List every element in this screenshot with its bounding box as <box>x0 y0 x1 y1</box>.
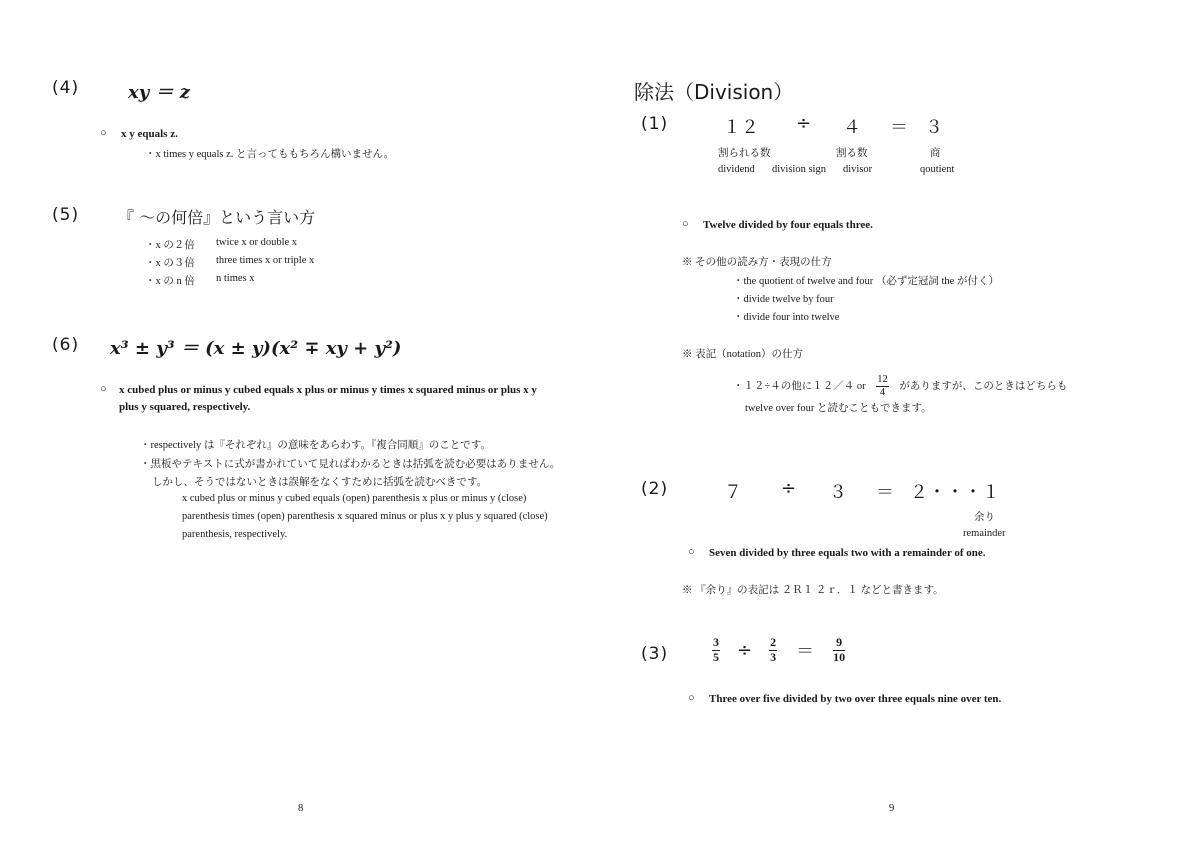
fraction-numerator: 9 <box>833 636 845 651</box>
section-4-formula: xy ＝ z <box>128 82 190 103</box>
remainder-notation-note: ※ 『余り』の表記は ２Ｒ１ ２ｒ．１ などと書きます。 <box>682 585 944 596</box>
other-readings-title: ※ その他の読み方・表現の仕方 <box>682 257 832 268</box>
divisor-jp-label: 割る数 <box>836 148 868 159</box>
division-sign: ÷ <box>781 478 797 499</box>
section-6-note-2: ・黒板やテキストに式が書かれていて見ればわかるときは括弧を読む必要はありません。 <box>140 459 561 470</box>
section-6-formula: x³ ± y³ ＝ (x ± y)(x² ∓ xy + y²) <box>110 338 402 359</box>
page-number: 8 <box>298 803 304 814</box>
bullet-circle: ○ <box>682 218 689 230</box>
quotient-en-label: qoutient <box>920 164 955 175</box>
divisor-en-label: divisor <box>843 164 873 175</box>
section-4-number: (4) <box>52 78 80 98</box>
multiple-row-jp: ・x の n 倍 <box>145 276 195 287</box>
fraction-12-over-4 <box>876 374 889 399</box>
section-6-note-1: ・respectively は『それぞれ』の意味をあらわす。『複合同順』のことです。 <box>140 440 491 451</box>
other-reading-1: ・the quotient of twelve and four （必ず定冠詞 the が付く） <box>733 276 999 287</box>
division-sign-en-label: division sign <box>772 164 826 175</box>
multiple-row-en: twice x or double x <box>216 237 298 248</box>
fraction-2-over-3 <box>769 636 777 665</box>
notation-title: ※ 表記（notation）の仕方 <box>682 349 804 360</box>
section-2-reading: Seven divided by three equals two with a remainder of one. <box>709 547 986 559</box>
multiple-row-en: three times x or triple x <box>216 255 315 266</box>
section-5-title: 『 ～の何倍』という言い方 <box>118 208 316 227</box>
section-6-example-1: x cubed plus or minus y cubed equals (open) parenthesis x plus or minus y (close) <box>182 493 527 504</box>
remainder-jp-label: 余り <box>974 512 995 523</box>
bullet-circle: ○ <box>688 546 695 558</box>
bullet-circle: ○ <box>688 692 695 704</box>
section-3-number: (3) <box>641 644 669 664</box>
equals-sign: ＝ <box>796 641 815 663</box>
multiple-row-jp: ・x の３倍 <box>145 258 195 269</box>
dividend-en-label: dividend <box>718 164 755 175</box>
fraction-denominator: 4 <box>879 387 886 399</box>
multiple-row-en: n times x <box>216 273 255 284</box>
fraction-denominator: 10 <box>833 649 846 664</box>
fraction-denominator: 5 <box>713 649 719 664</box>
dividend-value: ７ <box>724 482 742 503</box>
quotient-value: ３ <box>925 117 943 138</box>
notation-line-2: twelve over four と読むこともできます。 <box>745 403 932 414</box>
page-number: 9 <box>889 803 895 814</box>
fraction-9-over-10 <box>833 636 845 665</box>
multiple-row-jp: ・x の２倍 <box>145 240 195 251</box>
section-6-note-3: しかし、そうではないときは誤解をなくすために括弧を読むべきです。 <box>152 477 488 488</box>
other-reading-3: ・divide four into twelve <box>733 312 840 323</box>
section-1-reading: Twelve divided by four equals three. <box>703 219 873 231</box>
equals-sign: ＝ <box>890 117 908 138</box>
quotient-jp-label: 商 <box>930 148 941 159</box>
section-6-reading-line-2: plus y squared, respectively. <box>119 401 251 413</box>
other-reading-2: ・divide twelve by four <box>733 294 834 305</box>
fraction-3-over-5 <box>712 636 720 665</box>
section-6-example-3: parenthesis, respectively. <box>182 529 288 540</box>
section-2-number: (2) <box>641 479 669 499</box>
fraction-numerator: 12 <box>876 374 889 387</box>
fraction-denominator: 3 <box>770 649 777 664</box>
divisor-value: ３ <box>829 482 847 503</box>
fraction-numerator: 2 <box>770 635 777 649</box>
division-sign: ÷ <box>796 113 812 134</box>
page-title: 除法（Division） <box>634 80 794 104</box>
section-5-number: (5) <box>52 205 80 225</box>
divisor-value: ４ <box>843 117 861 138</box>
section-3-equation <box>712 636 845 665</box>
section-1-number: (1) <box>641 114 669 134</box>
section-6-number: (6) <box>52 335 80 355</box>
bullet-circle: ○ <box>100 127 107 139</box>
notation-line-1 <box>733 374 1067 399</box>
dividend-jp-label: 割られる数 <box>718 148 771 159</box>
equals-sign: ＝ <box>876 482 894 503</box>
fraction-numerator: 3 <box>713 635 719 649</box>
section-6-reading-line-1: x cubed plus or minus y cubed equals x plus or minus y times x squared minus or plus x y <box>119 384 537 396</box>
notation-prefix: ・１２÷４の他に１２／４ or <box>733 380 866 392</box>
quotient-remainder-value: ２・・・１ <box>910 482 1000 503</box>
division-sign: ÷ <box>737 639 753 661</box>
section-3-reading: Three over five divided by two over three equals nine over ten. <box>709 693 1002 705</box>
section-6-example-2: parenthesis times (open) parenthesis x squared minus or plus x y plus y squared (close) <box>182 511 548 522</box>
remainder-en-label: remainder <box>963 528 1006 539</box>
notation-suffix: がありますが、このときはどちらも <box>899 380 1068 392</box>
dividend-value: １２ <box>723 117 759 138</box>
section-4-reading: x y equals z. <box>121 128 178 140</box>
bullet-circle: ○ <box>100 383 107 395</box>
section-4-note: ・x times y equals z. と言ってももちろん構いません。 <box>145 149 395 160</box>
